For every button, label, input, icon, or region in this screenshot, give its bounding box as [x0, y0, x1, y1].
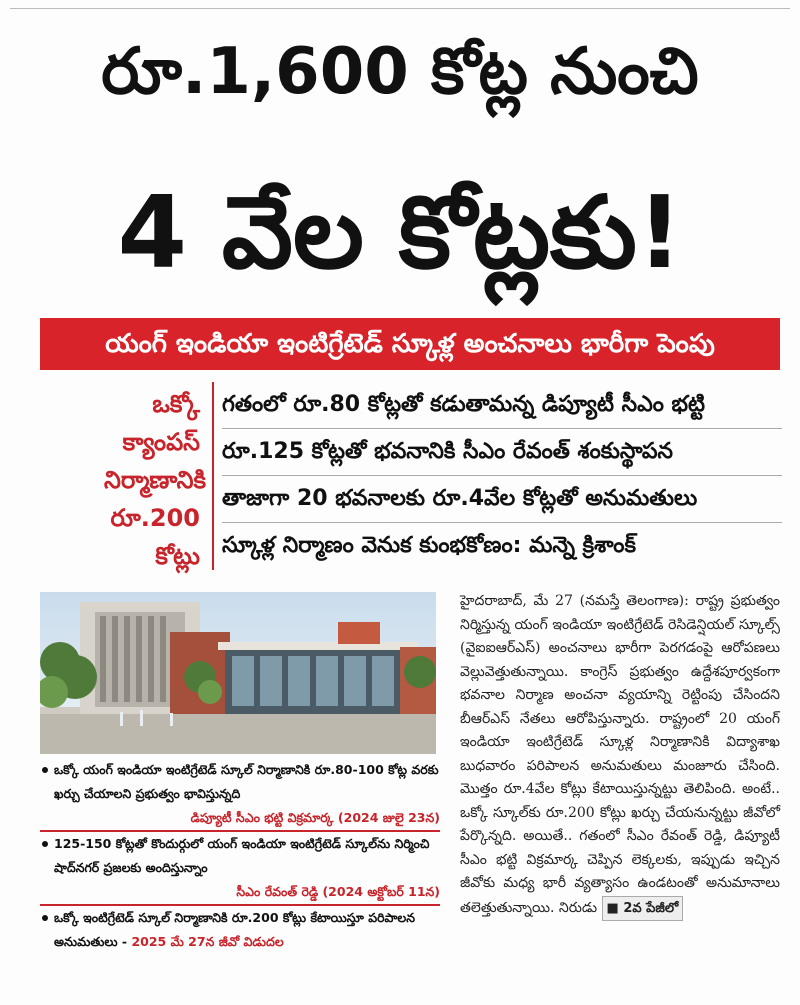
go-date: 2025 మే 27న జీవో విడుదల — [131, 934, 284, 949]
quote-captions — [40, 758, 440, 954]
sidebar-line: రూ.200 — [110, 504, 200, 532]
quote-caption — [40, 758, 440, 806]
quote-attribution: సీఎం రేవంత్ రెడ్డి (2024 అక్టోబర్ 11న) — [40, 880, 440, 906]
subhead-banner: యంగ్ ఇండియా ఇంటిగ్రేటెడ్ స్కూళ్ల అంచనాలు భారీగా పెంపు — [40, 318, 780, 370]
arrow-right-icon: ■ — [606, 900, 624, 916]
quote-text: ఒక్కో ఇంటిగ్రేటెడ్ స్కూల్ నిర్మాణానికి రూ.200 కోట్లు కేటాయిస్తూ పరిపాలన అనుమతులు - — [54, 910, 416, 949]
quote-text: 125-150 కోట్లతో కొందుర్గులో యంగ్ ఇండియా ఇంటిగ్రేటెడ్ స్కూల్‌ను నిర్మించి షాద్‌నగర్ ప్రజలకు అందిస్తున్నాం — [54, 836, 430, 875]
key-point: తాజాగా 20 భవనాలకు రూ.4వేల కోట్లతో అనుమతులు — [222, 476, 782, 523]
sidebar-divider — [212, 382, 214, 570]
bullet-dot-icon — [42, 841, 48, 847]
quote-text: ఒక్కో యంగ్ ఇండియా ఇంటిగ్రేటెడ్ స్కూల్ నిర్మాణానికి రూ.80-100 కోట్ల వరకు ఖర్చు చేయాలని ప్రభుత్వం భావిస్తున్నది — [54, 762, 439, 801]
continued-on-page — [602, 896, 684, 922]
sidebar-line: నిర్మాణానికి — [104, 466, 207, 494]
article-body — [460, 590, 780, 921]
bullet-dot-icon — [42, 915, 48, 921]
continued-label: 2వ పేజీలో — [623, 900, 679, 916]
sidebar-line: కోట్లు — [155, 542, 200, 570]
highlight-sidebar — [104, 385, 207, 575]
article-text: హైదరాబాద్, మే 27 (నమస్తే తెలంగాణ): రాష్ట్ర ప్రభుత్వం నిర్మిస్తున్న యంగ్ ఇండియా ఇంటిగ్రేటెడ్ రెసిడెన్షియల్ స్కూల్స్ (వైఐఐఆర్ఎస్) అంచనాలు భారీగా పెరగడంపై ఆరోపణలు వెల్లువెత్తుతున్నాయి. కాంగ్రెస్ ప్రభుత్వం ఉద్దేశపూర్వకంగా భవనాల నిర్మాణ అంచనా వ్యయాన్ని రెట్టింపు చేసిందని బీఆర్ఎస్ నేతలు ఆరోపిస్తున్నారు. రాష్ట్రంలో 20 యంగ్ ఇండియా ఇంటిగ్రేటెడ్ స్కూళ్ల నిర్మాణానికి విద్యాశాఖ బుధవారం పరిపాలన అనుమతులు మంజూరు చేసింది. మొత్తం రూ.4వేల కోట్లు కేటాయిస్తున్నట్టు తెలిపింది. అంటే.. ఒక్కో స్కూల్‌కు రూ.200 కోట్లు ఖర్చు చేయనున్నట్టు జీవోలో పేర్కొన్నది. అయితే.. గతంలో సీఎం రేవంత్ రెడ్డి, డిప్యూటీ సీఎం భట్టి విక్రమార్క చెప్పిన లెక్కలకు, ఇప్పుడు ఇచ్చిన జీవోకు మధ్య భారీ వ్యత్యాసం ఉండటంతో అనుమానాలు తలెత్తుతున్నాయి. నిరుడు — [460, 593, 780, 916]
sidebar-line: ఒక్కో — [152, 390, 200, 418]
key-point: స్కూళ్ల నిర్మాణం వెనుక కుంభకోణం: మన్నె క్రిశాంక్ — [222, 533, 636, 558]
quote-attribution: డిప్యూటీ సీఎం భట్టి విక్రమార్క (2024 జులై 23న) — [40, 806, 440, 832]
quote-caption — [40, 906, 440, 954]
key-point: గతంలో రూ.80 కోట్లతో కడుతామన్న డిప్యూటీ సీఎం భట్టి — [222, 382, 782, 429]
top-rule — [10, 8, 790, 9]
bullet-dot-icon — [42, 767, 48, 773]
key-point: రూ.125 కోట్లతో భవనానికి సీఎం రేవంత్ శంకుస్థాపన — [222, 429, 782, 476]
headline-line-1: రూ.1,600 కోట్ల నుంచి — [101, 35, 699, 109]
sidebar-line: క్యాంపస్ — [122, 428, 200, 456]
headline-line-2: 4 వేల కోట్లకు! — [117, 174, 683, 291]
quote-caption — [40, 832, 440, 880]
key-points — [222, 382, 782, 569]
school-building-photo — [40, 592, 436, 754]
